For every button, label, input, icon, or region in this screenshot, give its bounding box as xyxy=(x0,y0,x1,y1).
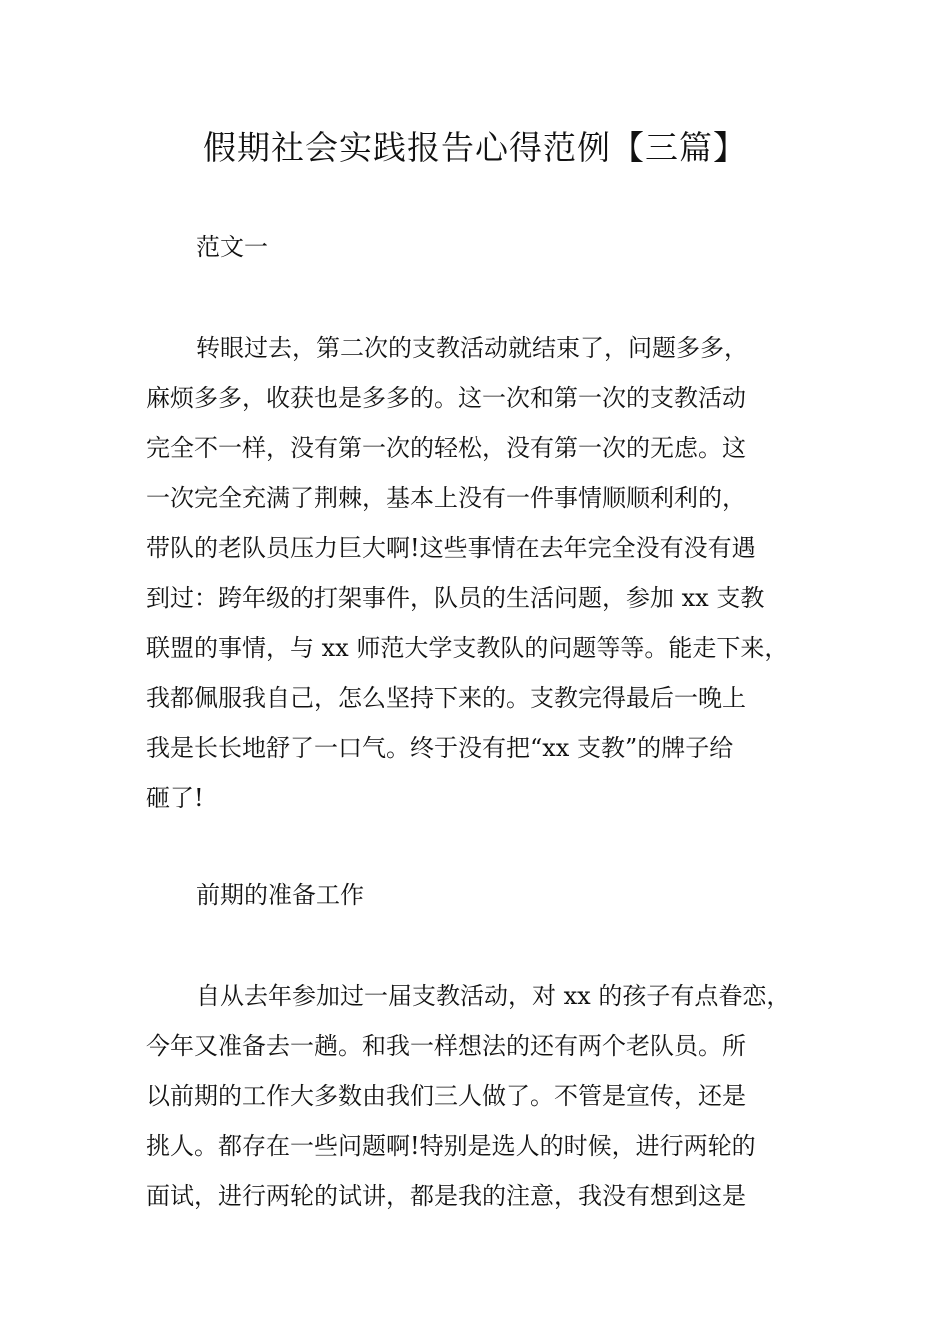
paragraph-line: 今年又准备去一趟。和我一样想法的还有两个老队员。所 xyxy=(146,1032,746,1060)
paragraph-line: 我是长长地舒了一口气。终于没有把“xx 支教”的牌子给 xyxy=(146,734,734,762)
paragraph-2 xyxy=(146,971,836,1221)
paragraph-1 xyxy=(146,323,836,823)
paragraph-line: 麻烦多多，收获也是多多的。这一次和第一次的支教活动 xyxy=(146,384,746,412)
paragraph-line: 转眼过去，第二次的支教活动就结束了，问题多多， xyxy=(196,334,748,362)
paragraph-line: 砸了! xyxy=(146,784,204,812)
paragraph-line: 我都佩服我自己，怎么坚持下来的。支教完得最后一晚上 xyxy=(146,684,746,712)
paragraph-line: 以前期的工作大多数由我们三人做了。不管是宣传，还是 xyxy=(146,1082,746,1110)
document-title: 假期社会实践报告心得范例【三篇】 xyxy=(203,128,747,167)
paragraph-line: 联盟的事情，与 xx 师范大学支教队的问题等等。能走下来， xyxy=(146,634,789,662)
paragraph-line: 自从去年参加过一届支教活动，对 xx 的孩子有点眷恋， xyxy=(196,982,791,1010)
paragraph-line: 到过：跨年级的打架事件，队员的生活问题，参加 xx 支教 xyxy=(146,584,765,612)
paragraph-line: 挑人。都存在一些问题啊!特别是选人的时候，进行两轮的 xyxy=(146,1132,756,1160)
paragraph-line: 带队的老队员压力巨大啊!这些事情在去年完全没有没有遇 xyxy=(146,534,756,562)
paragraph-line: 一次完全充满了荆棘，基本上没有一件事情顺顺利利的， xyxy=(146,484,746,512)
paragraph-line: 面试，进行两轮的试讲，都是我的注意，我没有想到这是 xyxy=(146,1182,746,1210)
section-heading-preparation: 前期的准备工作 xyxy=(196,881,364,909)
paragraph-line: 完全不一样，没有第一次的轻松，没有第一次的无虑。这 xyxy=(146,434,746,462)
section-heading-fanwen-1: 范文一 xyxy=(196,233,268,261)
